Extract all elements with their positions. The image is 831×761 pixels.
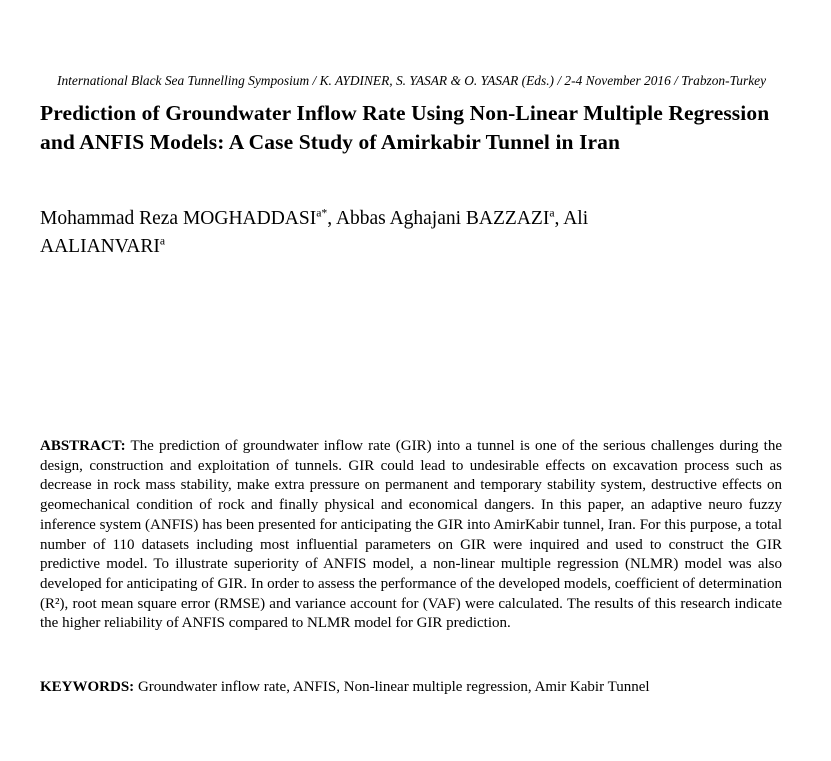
keywords-label: KEYWORDS: <box>40 679 135 695</box>
author-separator: , <box>327 208 336 229</box>
author-2-name: Abbas Aghajani BAZZAZI <box>335 208 550 229</box>
paper-title: Prediction of Groundwater Inflow Rate Using Non-Linear Multiple Regression and ANFIS Models: A Case Study of Amirkabir Tunnel in Iran <box>40 101 770 154</box>
keywords-line <box>40 678 800 698</box>
author-3-name: Ali AALIANVARI <box>40 208 589 257</box>
keywords-text: Groundwater inflow rate, ANFIS, Non-linear multiple regression, Amir Kabir Tunnel <box>137 679 650 695</box>
author-1-affiliation-mark: a* <box>316 206 328 220</box>
abstract-label: ABSTRACT: <box>40 438 126 454</box>
author-3-affiliation-mark: a <box>159 234 166 248</box>
author-2-affiliation-mark: a <box>549 206 555 220</box>
abstract-paragraph <box>40 437 782 634</box>
author-separator: , <box>554 208 564 229</box>
authors-line <box>40 205 700 261</box>
conference-header: International Black Sea Tunnelling Symposium / K. AYDINER, S. YASAR & O. YASAR (Eds.) / 2-4 November 2016 / Trabzon-Turkey <box>57 73 767 88</box>
author-1-name: Mohammad Reza MOGHADDASI <box>40 208 317 229</box>
abstract-text: The prediction of groundwater inflow rate (GIR) into a tunnel is one of the serious challenges during the design, construction and exploitation of tunnels. GIR could lead to undesirable effects on excavation process such as decrease in rock mass stability, make extra pressure on permanent and temporary stability system, destructive effects on geomechanical condition of rock and finally physical and economical dangers. In this paper, an adaptive neuro fuzzy inference system (ANFIS) has been presented for anticipating the GIR into AmirKabir tunnel, Iran. For this purpose, a total number of 110 datasets including most influential parameters on GIR were inquired and used to construct the GIR predictive model. To illustrate superiority of ANFIS model, a non-linear multiple regression (NLMR) model was also developed for anticipating of GIR. In order to assess the performance of the developed models, coefficient of determination (R²), root mean square error (RMSE) and variance account for (VAF) were calculated. The results of this research indicate the higher reliability of ANFIS compared to NLMR model for GIR prediction. <box>40 438 783 632</box>
